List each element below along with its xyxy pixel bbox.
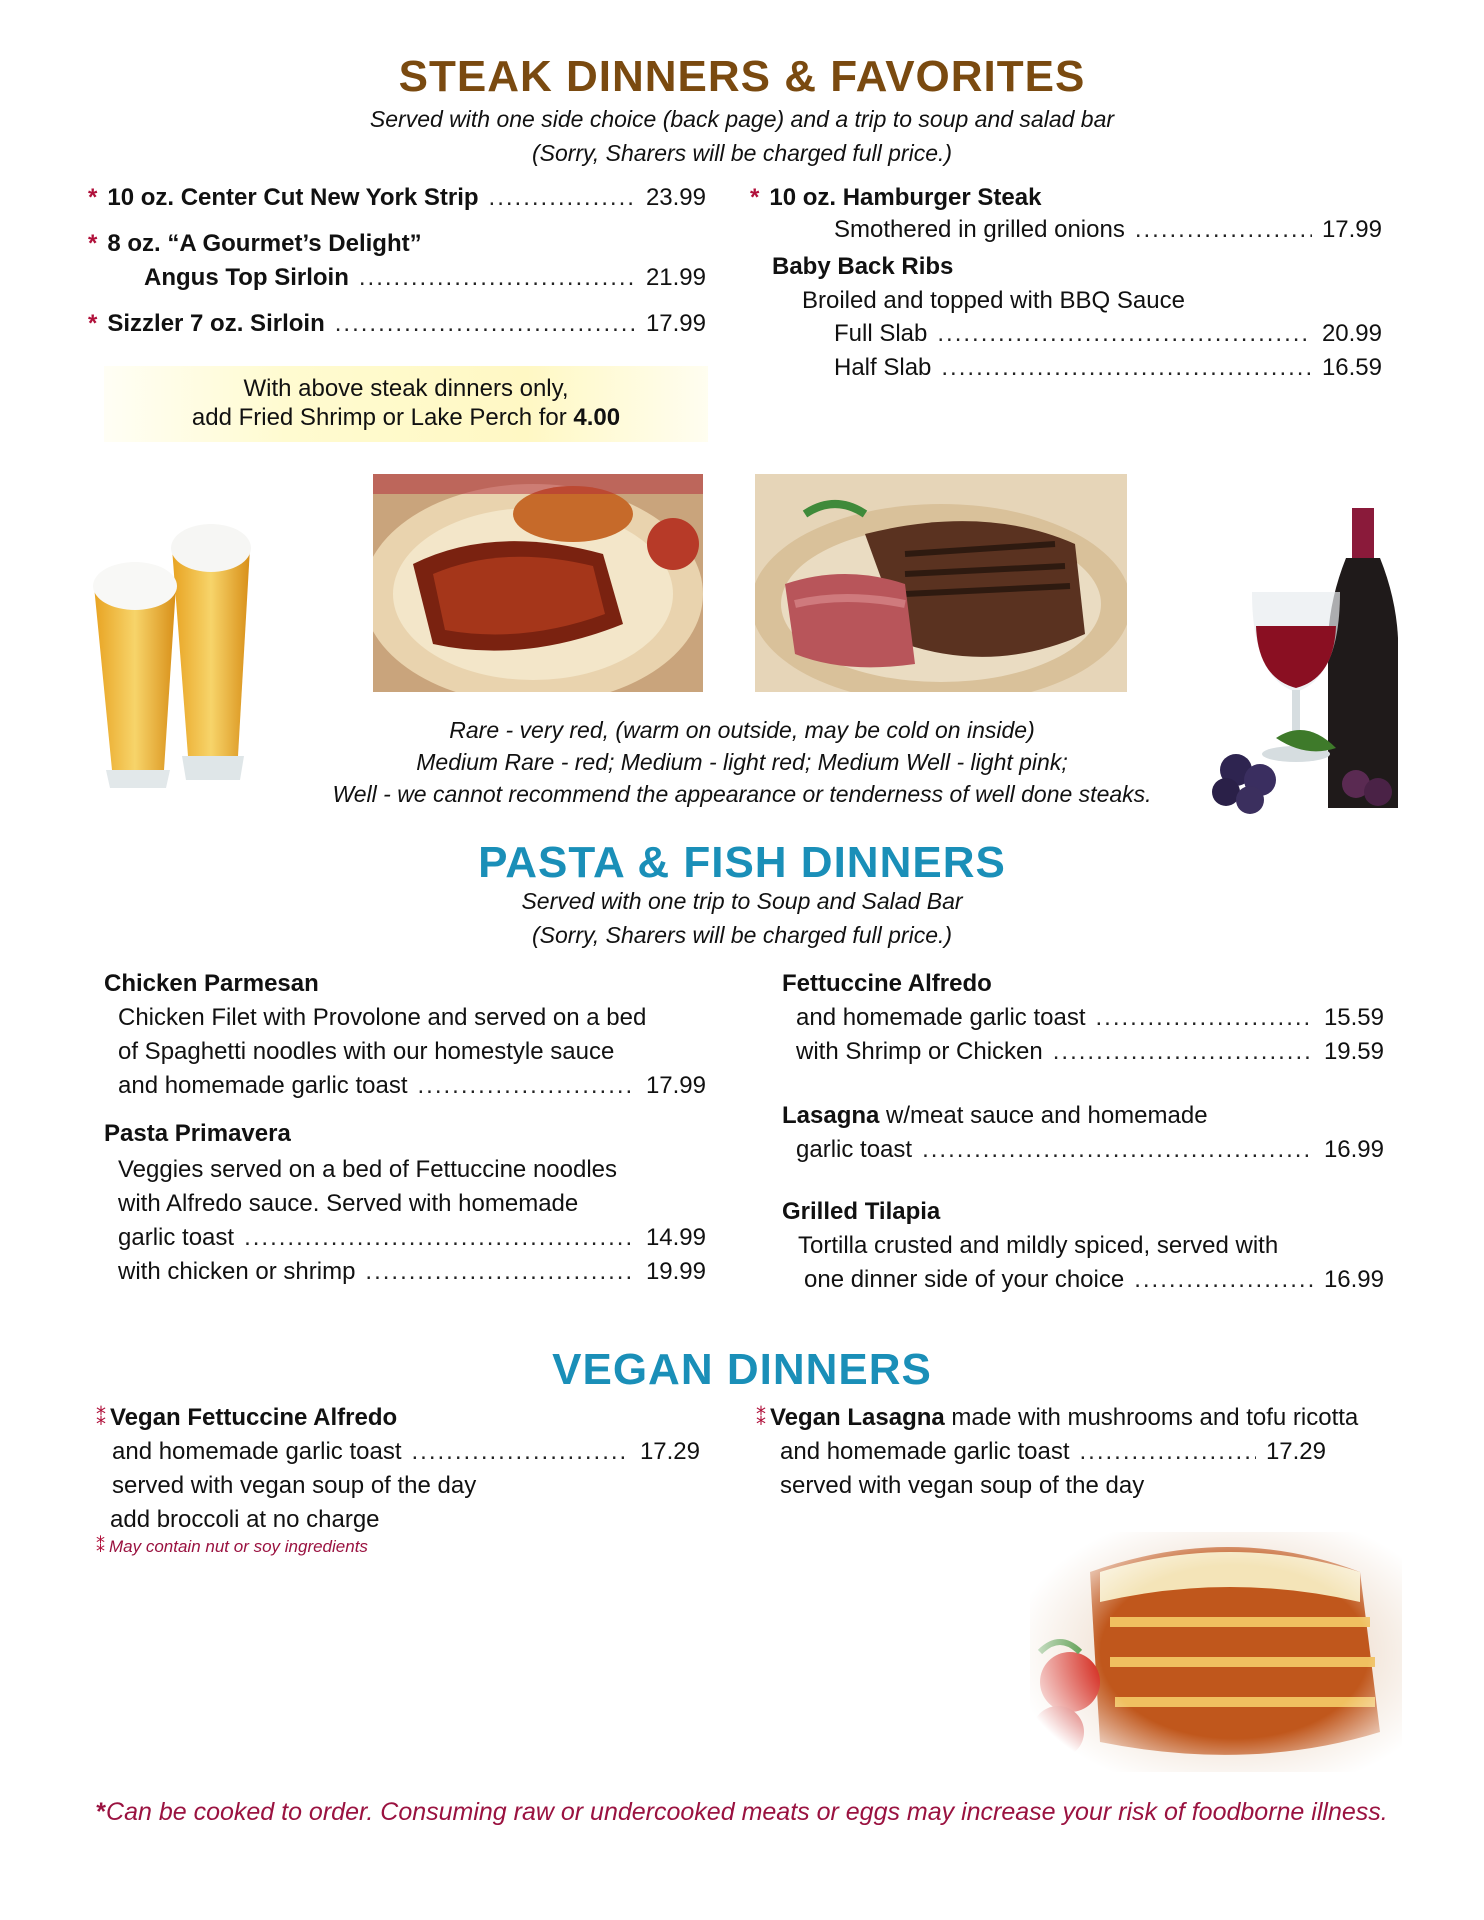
leader-dots [1080,1436,1256,1468]
leader-dots [922,1134,1314,1166]
ribs-plate-image [373,474,703,692]
menu-item-half-slab [834,352,1382,384]
footer-star: * [96,1798,107,1826]
vegan-fett-desc2: served with vegan soup of the day [112,1472,477,1499]
menu-item-vegan-lasagna-title: ⁑ Vegan Lasagna made with mushrooms and tofu ricotta [756,1404,1359,1431]
item-desc: and homemade garlic toast [118,1072,408,1099]
tilapia-desc1: Tortilla crusted and mildly spiced, served with [798,1232,1279,1259]
parm-desc1: Chicken Filet with Provolone and served on a bed [118,1004,647,1031]
leader-dots [1135,214,1312,246]
item-price: 16.99 [1323,1266,1384,1293]
item-desc: with chicken or shrimp [118,1258,356,1285]
leader-dots [335,308,636,340]
item-desc: and homemade garlic toast [780,1438,1070,1465]
leader-dots [365,1256,636,1288]
menu-item-ny-strip: * 10 oz. Center Cut New York Strip ..... 23.99 [88,182,706,214]
leader-dots [418,1070,636,1102]
steak-addon-box [104,366,708,442]
item-price: 17.99 [645,310,706,337]
item-desc: garlic toast [118,1224,235,1251]
menu-item-hamburger [834,214,1382,246]
item-name: 10 oz. Center Cut New York Strip [107,184,479,211]
menu-item-chicken-parmesan [118,1070,706,1102]
item-price: 23.99 [645,184,706,211]
vegan-lasagna-desc2: served with vegan soup of the day [780,1472,1145,1499]
leader-dots [941,352,1312,384]
steak-sharers-note: (Sorry, Sharers will be charged full price.) [531,140,953,166]
vegan-section-title: VEGAN DINNERS [552,1345,932,1394]
prima-desc1: Veggies served on a bed of Fettuccine noodles [118,1156,618,1183]
menu-item-tilapia [804,1264,1384,1296]
menu-item-vegan-lasagna [780,1436,1326,1468]
steak-section-title: STEAK DINNERS & FAVORITES [398,52,1086,101]
leader-dots [1053,1036,1314,1068]
pasta-subtitle: Served with one trip to Soup and Salad Bar [521,888,963,914]
item-price: 21.99 [645,264,706,291]
steak-plate-image [755,474,1127,692]
menu-item-fettuccine-title: Fettuccine Alfredo [782,970,992,997]
prima-desc2: with Alfredo sauce. Served with homemade [118,1190,579,1217]
item-price: 20.99 [1321,320,1382,347]
menu-item-tilapia-title: Grilled Tilapia [782,1198,941,1225]
addon-line2: add Fried Shrimp or Lake Perch for 4.00 [191,404,621,431]
item-price: 16.59 [1321,354,1382,381]
lasagna-image [1030,1532,1402,1772]
allergy-note: ⁑ May contain nut or soy ingredients [96,1536,368,1556]
leader-dots [244,1222,636,1254]
item-price: 15.59 [1323,1004,1384,1031]
item-name: Angus Top Sirloin [144,264,349,291]
leader-dots [412,1436,630,1468]
doneness-line3: Well - we cannot recommend the appearance or tenderness of well done steaks. [332,781,1152,807]
item-name: Full Slab [834,320,928,347]
item-desc: one dinner side of your choice [804,1266,1125,1293]
pasta-sharers-note: (Sorry, Sharers will be charged full price.) [531,922,953,948]
footer-disclaimer: *Can be cooked to order. Consuming raw or undercooked meats or eggs may increase your risk of foodborne illness. [96,1798,1388,1826]
vegan-fett-desc3: add broccoli at no charge [110,1506,380,1533]
steak-subtitle: Served with one side choice (back page) and a trip to soup and salad bar [369,106,1115,132]
vegan-mark-icon: ⁑ [96,1536,105,1556]
addon-price: 4.00 [573,404,621,431]
ribs-desc: Broiled and topped with BBQ Sauce [802,287,1185,314]
menu-item-lasagna [796,1134,1384,1166]
item-desc: and homemade garlic toast [796,1004,1086,1031]
item-desc: with Shrimp or Chicken [796,1038,1043,1065]
menu-item-gourmet [144,262,706,294]
item-desc: and homemade garlic toast [112,1438,402,1465]
menu-item-pasta-primavera-title: Pasta Primavera [104,1120,291,1147]
menu-item-full-slab [834,318,1382,350]
menu-item-chicken-parmesan-title: Chicken Parmesan [104,970,319,997]
item-price: 17.99 [1321,216,1382,243]
item-price: 16.99 [1323,1136,1384,1163]
menu-item-pasta-primavera [118,1222,706,1254]
leader-dots [359,262,636,294]
doneness-line2: Medium Rare - red; Medium - light red; Medium Well - light pink; [416,749,1068,775]
menu-item-gourmet-title: * 8 oz. “A Gourmet’s Delight” [88,230,422,257]
item-name: Sizzler 7 oz. Sirloin [107,310,325,337]
menu-item-lasagna-title: Lasagna w/meat sauce and homemade [782,1102,1208,1129]
item-price: 19.99 [645,1258,706,1285]
vegan-mark-icon: ⁑ [96,1408,106,1430]
menu-item-ribs-title: Baby Back Ribs [772,253,954,280]
item-price: 17.29 [639,1438,700,1465]
item-desc: Smothered in grilled onions [834,216,1125,243]
menu-item-vegan-fettuccine [112,1436,700,1468]
menu-item-fettuccine-shrimp-chicken [796,1036,1384,1068]
leader-dots [1134,1264,1314,1296]
menu-item-sizzler: * Sizzler 7 oz. Sirloin ..... 17.99 [88,308,706,340]
menu-item-vegan-fettuccine-title: ⁑ Vegan Fettuccine Alfredo [96,1404,398,1431]
menu-item-hamburger-title: * 10 oz. Hamburger Steak [750,184,1042,211]
item-price: 19.59 [1323,1038,1384,1065]
parm-desc2: of Spaghetti noodles with our homestyle sauce [118,1038,615,1065]
leader-dots [937,318,1312,350]
leader-dots [489,182,636,214]
item-desc: garlic toast [796,1136,913,1163]
doneness-line1: Rare - very red, (warm on outside, may be cold on inside) [449,717,1035,743]
menu-item-primavera-chicken-shrimp [118,1256,706,1288]
item-price: 17.99 [645,1072,706,1099]
addon-line1: With above steak dinners only, [243,375,569,402]
vegan-mark-icon: ⁑ [756,1408,766,1430]
item-name: Half Slab [834,354,932,381]
leader-dots [1096,1002,1314,1034]
item-price: 14.99 [645,1224,706,1251]
menu-item-fettuccine [796,1002,1384,1034]
pasta-section-title: PASTA & FISH DINNERS [478,838,1006,887]
item-price: 17.29 [1265,1438,1326,1465]
